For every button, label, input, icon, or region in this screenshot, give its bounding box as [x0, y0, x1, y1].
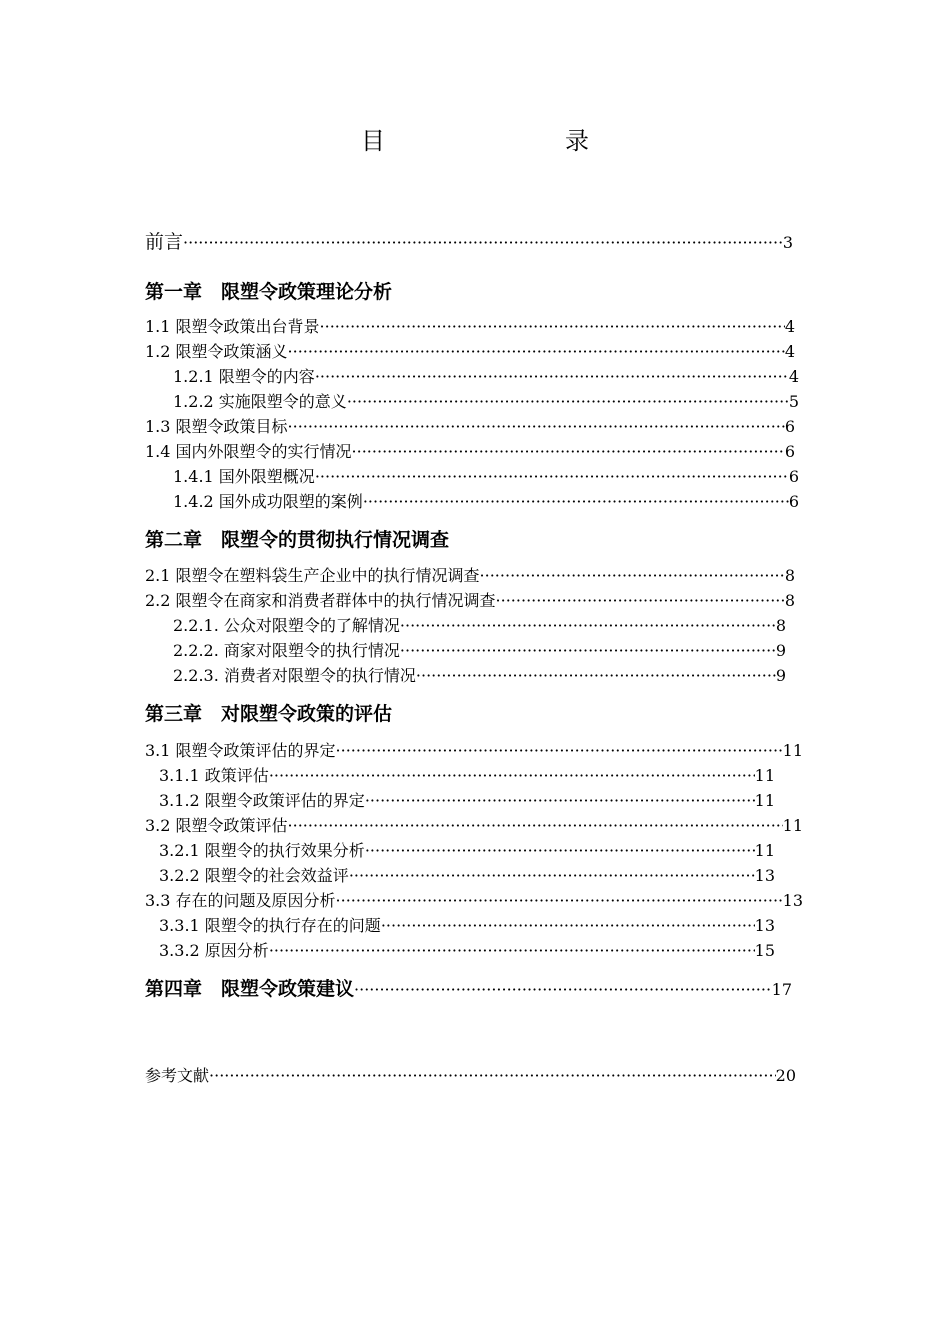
toc-entry-label: 3.3.1 限塑令的执行存在的问题: [159, 916, 381, 935]
leader-dots: [288, 341, 785, 363]
leader-dots: [336, 740, 783, 762]
toc-entry-label: 3.1 限塑令政策评估的界定: [145, 741, 336, 760]
toc-entry-3-2-2[interactable]: [159, 865, 775, 887]
leader-dots: [354, 977, 772, 1003]
leader-dots: [288, 416, 785, 438]
leader-dots: [347, 391, 789, 413]
toc-page-number: 11: [754, 791, 775, 810]
toc-entry-label: 参考文献: [145, 1066, 210, 1085]
toc-entry-1-3[interactable]: [145, 416, 795, 438]
toc-entry-label: 2.2 限塑令在商家和消费者群体中的执行情况调查: [145, 591, 496, 610]
toc-entry-label: 3.3 存在的问题及原因分析: [145, 891, 336, 910]
toc-entry-label: 3.2.1 限塑令的执行效果分析: [159, 841, 365, 860]
leader-dots: [269, 765, 755, 787]
toc-page-number: 6: [788, 467, 799, 486]
toc-entry-preface[interactable]: [145, 229, 793, 256]
toc-entry-label: 1.2 限塑令政策涵义: [145, 342, 288, 361]
toc-page-number: 11: [782, 816, 803, 835]
leader-dots: [209, 1065, 776, 1087]
toc-page-number: 9: [775, 666, 786, 685]
toc-page-number: 9: [775, 641, 786, 660]
toc-entry-label: 2.2.1. 公众对限塑令的了解情况: [173, 616, 400, 635]
toc-entry-references[interactable]: [145, 1065, 796, 1087]
toc-page-number: 6: [784, 442, 795, 461]
toc-entry-label: 第四章 限塑令政策建议: [145, 978, 355, 1000]
toc-page-number: 5: [788, 392, 799, 411]
toc-entry-3-1-2[interactable]: [159, 790, 775, 812]
toc-entry-1-2[interactable]: [145, 341, 795, 363]
leader-dots: [183, 230, 783, 256]
toc-title: 目 录: [361, 127, 633, 155]
toc-entry-label: 1.2.2 实施限塑令的意义: [173, 392, 347, 411]
toc-entry-1-1[interactable]: [145, 316, 795, 338]
toc-page-number: 4: [784, 317, 795, 336]
toc-page-number: 13: [782, 891, 803, 910]
toc-entry-label: 3.2 限塑令政策评估: [145, 816, 288, 835]
leader-dots: [365, 790, 755, 812]
toc-entry-3-3-2[interactable]: [159, 940, 775, 962]
leader-dots: [365, 840, 755, 862]
toc-page-number: 4: [788, 367, 799, 386]
toc-page-number: 13: [754, 866, 775, 885]
leader-dots: [315, 466, 789, 488]
leader-dots: [363, 491, 789, 513]
toc-entry-label: 前言: [145, 231, 184, 253]
leader-dots: [320, 316, 785, 338]
toc-entry-label: 3.1.2 限塑令政策评估的界定: [159, 791, 365, 810]
toc-page-number: 15: [754, 941, 775, 960]
toc-page-number: 11: [754, 841, 775, 860]
toc-entry-2-2-1[interactable]: [173, 615, 786, 637]
chapter-3-heading[interactable]: 第三章 对限塑令政策的评估: [145, 703, 393, 725]
toc-entry-chapter-4[interactable]: [145, 976, 792, 1003]
toc-entry-label: 1.4 国内外限塑令的实行情况: [145, 442, 352, 461]
toc-entry-1-4[interactable]: [145, 441, 795, 463]
toc-page-number: 20: [775, 1066, 796, 1085]
leader-dots: [496, 590, 785, 612]
toc-entry-label: 2.1 限塑令在塑料袋生产企业中的执行情况调查: [145, 566, 480, 585]
toc-entry-label: 3.3.2 原因分析: [159, 941, 269, 960]
leader-dots: [315, 366, 789, 388]
toc-page-number: 17: [771, 980, 792, 999]
toc-entry-3-2-1[interactable]: [159, 840, 775, 862]
toc-entry-1-4-2[interactable]: [173, 491, 799, 513]
leader-dots: [480, 565, 785, 587]
toc-entry-label: 1.3 限塑令政策目标: [145, 417, 288, 436]
leader-dots: [288, 815, 783, 837]
leader-dots: [400, 615, 776, 637]
toc-page-number: 8: [784, 566, 795, 585]
toc-entry-label: 3.2.2 限塑令的社会效益评: [159, 866, 349, 885]
toc-entry-2-2-2[interactable]: [173, 640, 786, 662]
toc-entry-1-2-2[interactable]: [173, 391, 799, 413]
toc-entry-3-3-1[interactable]: [159, 915, 775, 937]
toc-entry-3-3[interactable]: [145, 890, 803, 912]
toc-entry-label: 1.4.1 国外限塑概况: [173, 467, 315, 486]
toc-entry-label: 2.2.3. 消费者对限塑令的执行情况: [173, 666, 416, 685]
chapter-2-heading[interactable]: 第二章 限塑令的贯彻执行情况调查: [145, 529, 450, 551]
leader-dots: [349, 865, 755, 887]
toc-entry-label: 1.2.1 限塑令的内容: [173, 367, 315, 386]
toc-page-number: 6: [784, 417, 795, 436]
toc-entry-3-2[interactable]: [145, 815, 803, 837]
toc-entry-label: 1.1 限塑令政策出台背景: [145, 317, 320, 336]
toc-page-number: 8: [784, 591, 795, 610]
leader-dots: [400, 640, 776, 662]
toc-entry-1-2-1[interactable]: [173, 366, 799, 388]
leader-dots: [269, 940, 755, 962]
toc-entry-2-2[interactable]: [145, 590, 795, 612]
leader-dots: [416, 665, 776, 687]
toc-page-number: 11: [782, 741, 803, 760]
toc-entry-1-4-1[interactable]: [173, 466, 799, 488]
toc-page-number: 6: [788, 492, 799, 511]
toc-entry-3-1-1[interactable]: [159, 765, 775, 787]
toc-page-number: 3: [782, 233, 793, 252]
toc-entry-2-2-3[interactable]: [173, 665, 786, 687]
toc-entry-label: 2.2.2. 商家对限塑令的执行情况: [173, 641, 400, 660]
toc-entry-label: 1.4.2 国外成功限塑的案例: [173, 492, 363, 511]
leader-dots: [336, 890, 783, 912]
leader-dots: [381, 915, 755, 937]
toc-entry-3-1[interactable]: [145, 740, 803, 762]
toc-entry-label: 3.1.1 政策评估: [159, 766, 269, 785]
toc-page-number: 13: [754, 916, 775, 935]
leader-dots: [352, 441, 785, 463]
toc-page-number: 4: [784, 342, 795, 361]
toc-page-number: 8: [775, 616, 786, 635]
chapter-1-heading[interactable]: 第一章 限塑令政策理论分析: [145, 281, 393, 303]
toc-entry-2-1[interactable]: [145, 565, 795, 587]
toc-page-number: 11: [754, 766, 775, 785]
